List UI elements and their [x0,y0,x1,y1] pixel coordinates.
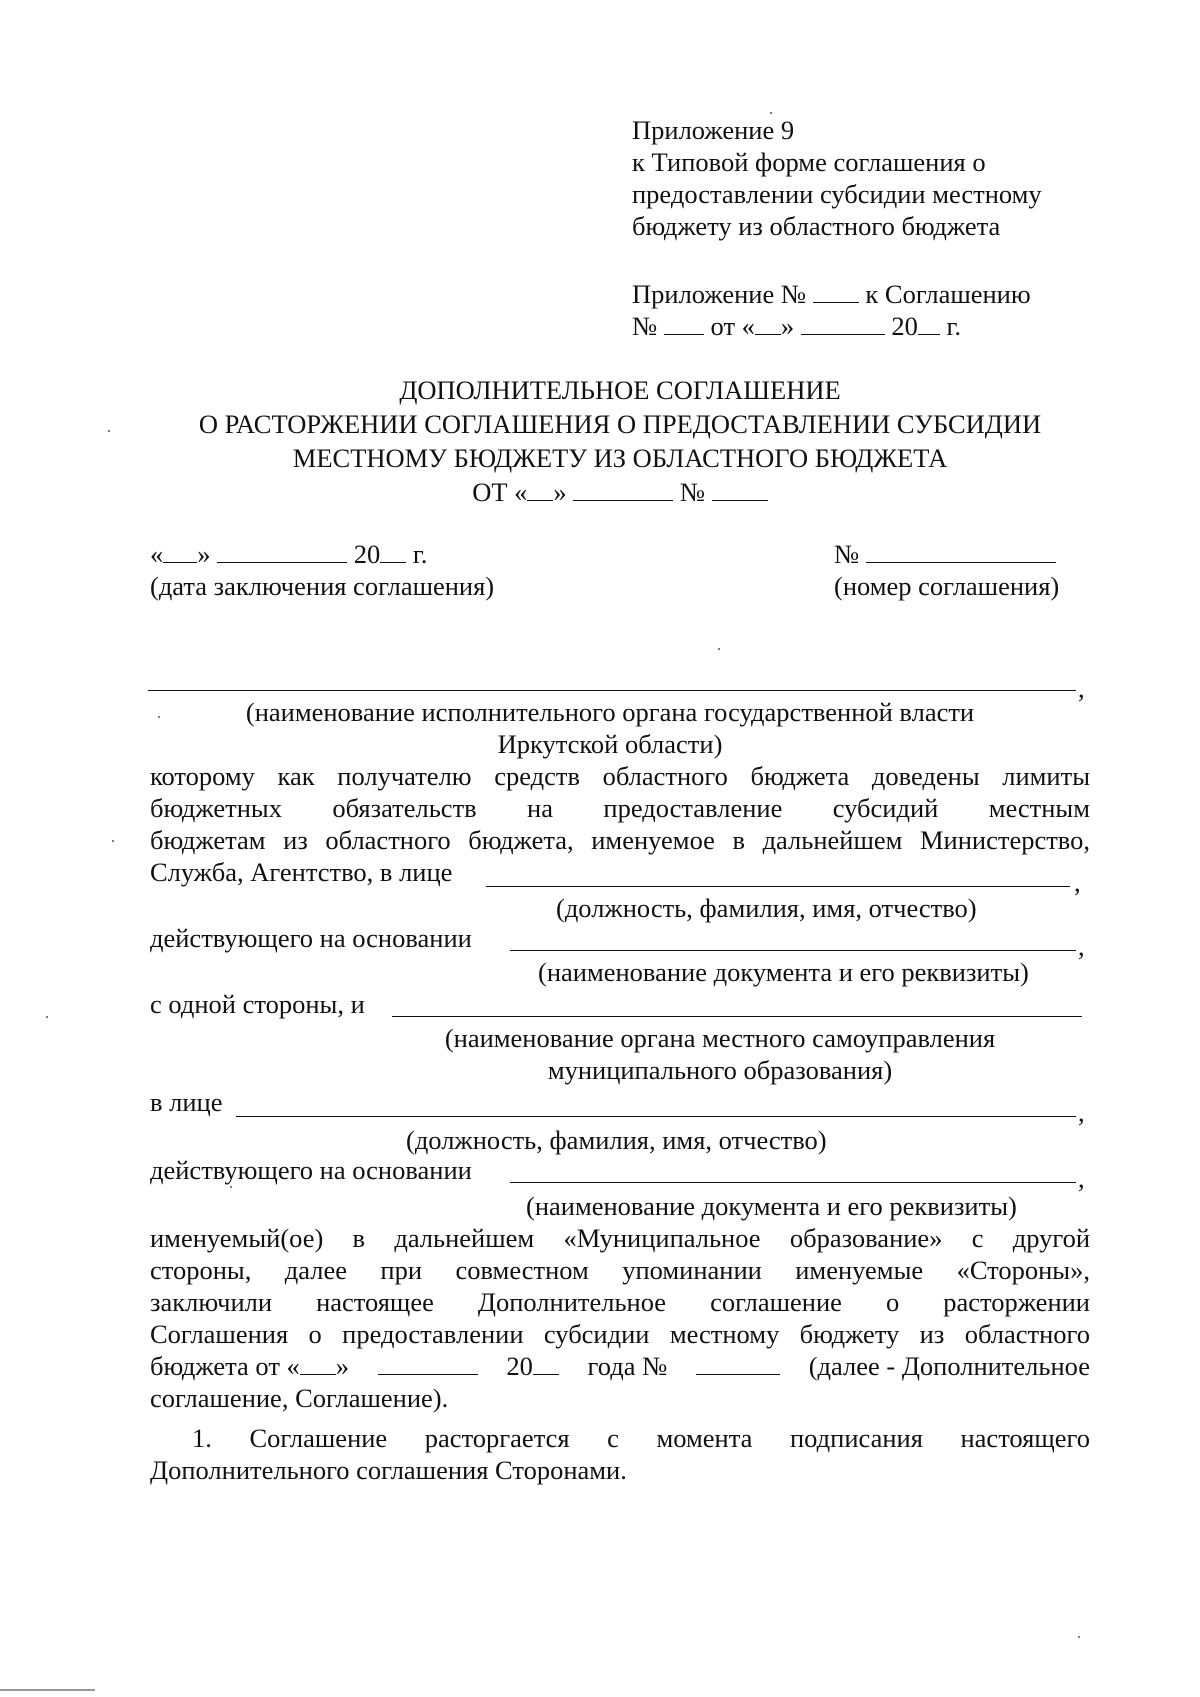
conclusion-number-line [834,538,1059,570]
position-hint-1: (должность, фамилия, имя, отчество) [556,893,977,923]
paragraph-2-line-2: стороны, далее при совместном упоминании именуемые «Стороны», [150,1255,1090,1285]
municipal-body-blank[interactable] [392,1016,1082,1017]
year-label: 20 [891,311,918,341]
conclusion-number-hint: (номер соглашения) [834,571,1060,601]
title-month-blank[interactable] [573,476,673,501]
executive-person-blank[interactable] [486,886,1070,887]
title-line-2: О РАСТОРЖЕНИИ СОГЛАШЕНИЯ О ПРЕДОСТАВЛЕНИИ СУБСИДИИ [198,409,1042,439]
paragraph-1-line-3: бюджетам из областного бюджета, именуемое в дальнейшем Министерство, [150,825,1090,855]
scan-edge-artifact [0,1689,95,1691]
appendix-no-blank[interactable] [813,278,859,303]
clause-1-line-1: 1. Соглашение расторгается с момента подписания настоящего [192,1423,1090,1453]
p2-day-blank[interactable] [300,1350,336,1375]
executive-body-name-blank[interactable] [148,690,1076,691]
scan-speck [230,1186,232,1188]
p2-line5-prefix: бюджета от « [150,1351,300,1381]
title-no-blank[interactable] [712,476,768,501]
scan-speck [770,112,772,114]
paragraph-2-line-6: соглашение, Соглашение). [150,1383,449,1413]
clause-1-line-2: Дополнительного соглашения Сторонами. [150,1455,627,1485]
acting-basis-label-2: действующего на основании [150,1155,472,1185]
executive-body-comma: , [1078,673,1085,703]
p2-line5-a [150,1350,349,1382]
year-blank[interactable] [918,310,940,335]
document-title [100,373,1140,509]
executive-body-hint-line-1: (наименование исполнительного органа государственной власти [245,697,975,727]
p2-line5-suffix: (далее - Дополнительное [808,1351,1090,1381]
acting-basis-blank-1[interactable] [510,950,1076,951]
paragraph-2-line-4: Соглашения о предоставлении субсидии местному бюджету из областного [150,1319,1090,1349]
p2-number-blank[interactable] [696,1350,780,1375]
conclusion-day-blank[interactable] [163,538,197,563]
conclusion-month-blank[interactable] [217,538,347,563]
acting-basis-label-1: действующего на основании [150,923,472,953]
conclusion-number [834,538,1059,602]
scan-speck [158,716,160,718]
conclusion-quote-close: » [197,539,211,569]
municipal-body-hint [400,1022,1040,1086]
municipal-person-blank[interactable] [236,1116,1076,1117]
p2-year-label: 20 [506,1351,533,1381]
p2-year-no-label: года № [587,1351,668,1381]
title-day-blank[interactable] [527,476,553,501]
conclusion-date-line [150,538,494,570]
municipal-person-comma: , [1078,1097,1085,1127]
paragraph-1-line-4: Служба, Агентство, в лице [150,857,453,887]
conclusion-date-hint: (дата заключения соглашения) [150,571,495,601]
title-date-line [100,475,1140,509]
paragraph-1-line-1: которому как получателю средств областного бюджета доведены лимиты [150,761,1090,791]
scan-speck [1078,1636,1080,1638]
conclusion-quote-open: « [150,539,164,569]
executive-person-comma: , [1074,867,1081,897]
acting-basis-comma-2: , [1078,1163,1085,1193]
conclusion-g-label: г. [412,539,428,569]
agreement-no-blank[interactable] [664,310,704,335]
g-label: г. [946,311,962,341]
conclusion-year-blank[interactable] [380,538,406,563]
one-side-label: с одной стороны, и [150,989,365,1019]
appendix-line-2: к Типовой форме соглашения о [632,147,986,177]
acting-basis-comma-1: , [1078,931,1085,961]
appendix-no-label: Приложение № [632,279,807,309]
month-blank[interactable] [801,310,885,335]
title-no-label: № [679,477,706,507]
conclusion-year-label: 20 [353,539,381,569]
agreement-ref-line-1 [632,278,1031,310]
p2-year-blank[interactable] [533,1350,559,1375]
appendix-line-4: бюджету из областного бюджета [632,211,1001,241]
in-person-label: в лице [150,1087,223,1117]
title-quote-close: » [553,477,567,507]
paragraph-2 [150,1222,1090,1414]
title-line-3: МЕСТНОМУ БЮДЖЕТУ ИЗ ОБЛАСТНОГО БЮДЖЕТА [292,443,948,473]
to-agreement-label: к Соглашению [865,279,1031,309]
executive-body-hint [150,696,1070,760]
appendix-header [632,114,1042,242]
executive-body-hint-line-2: Иркутской области) [497,729,723,759]
paragraph-2-line-1: именуемый(ое) в дальнейшем «Муниципальное образование» с другой [150,1223,1090,1253]
acting-basis-blank-2[interactable] [510,1182,1076,1183]
from-label: от « [710,311,755,341]
title-date-prefix: ОТ « [472,477,528,507]
quote-close: » [780,311,795,341]
p2-year-group [506,1350,559,1382]
conclusion-no-label: № [834,539,860,569]
agreement-ref-line-2 [632,310,1031,342]
paragraph-1-line-2: бюджетных обязательств на предоставление субсидий местным [150,793,1090,823]
municipal-body-hint-line-1: (наименование органа местного самоуправления [444,1023,996,1053]
appendix-line-3: предоставлении субсидии местному [632,179,1042,209]
paragraph-1 [150,760,1090,888]
paragraph-2-line-3: заключили настоящее Дополнительное соглашение о расторжении [150,1287,1090,1317]
conclusion-number-blank[interactable] [866,538,1056,563]
document-hint-2: (наименование документа и его реквизиты) [526,1191,1017,1221]
scan-speck [108,430,110,432]
paragraph-2-line-5 [150,1350,1090,1382]
agreement-reference [632,278,1031,342]
conclusion-date [150,538,494,602]
scan-speck [112,840,114,842]
agreement-no-label: № [632,311,658,341]
p2-month-blank[interactable] [378,1350,478,1375]
appendix-line-1: Приложение 9 [632,115,795,145]
document-hint-1: (наименование документа и его реквизиты) [538,957,1029,987]
scan-speck [718,648,720,650]
position-hint-2: (должность, фамилия, имя, отчество) [406,1125,827,1155]
day-blank[interactable] [755,310,781,335]
municipal-body-hint-line-2: муниципального образования) [547,1055,893,1085]
p2-quote-close: » [335,1351,350,1381]
clause-1 [150,1422,1090,1486]
title-line-1: ДОПОЛНИТЕЛЬНОЕ СОГЛАШЕНИЕ [399,375,841,405]
scan-speck [46,1016,48,1018]
